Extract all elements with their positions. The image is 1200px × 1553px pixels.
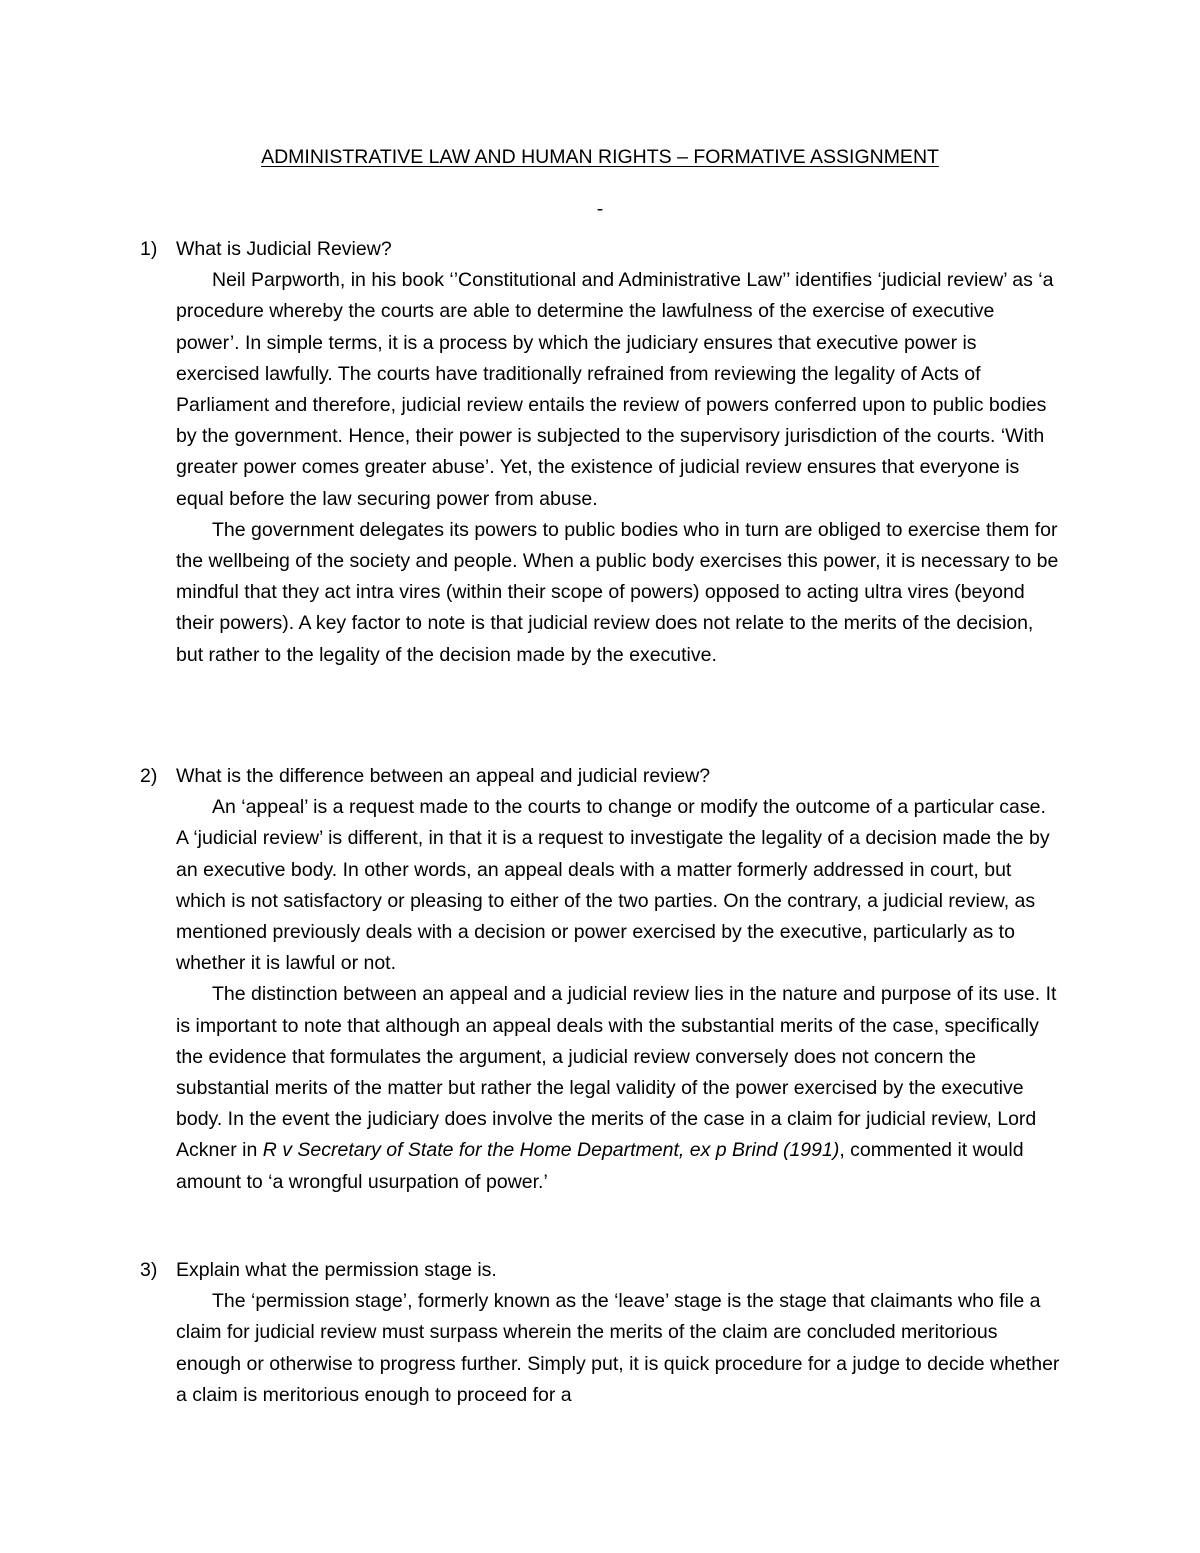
question-2-paragraph-2 — [0, 979, 1062, 1197]
question-1-paragraph-2: The government delegates its powers to public bodies who in turn are obliged to exercise them for the wellbeing of the society and people. When a public body exercises this power, it is necessary to be mindful that they act intra vires (within their scope of powers) opposed to acting ultra vires (beyond their powers). A key factor to note is that judicial review does not relate to the merits of the decision, but rather to the legality of the decision made by the executive. — [176, 518, 1059, 666]
question-2-paragraph-1: An ‘appeal’ is a request made to the courts to change or modify the outcome of a particular case. A ‘judicial review’ is different, in that it is a request to investigate the legality of a decision made the by an executive body. In other words, an appeal deals with a matter formerly addressed in court, but which is not satisfactory or pleasing to either of the two parties. On the contrary, a judicial review, as mentioned previously deals with a decision or power exercised by the executive, particularly as to whether it is lawful or not. — [176, 796, 1050, 975]
title-separator: - — [596, 198, 604, 220]
question-3-number: 3) — [140, 1259, 158, 1281]
question-3-text: Explain what the permission stage is. — [176, 1259, 497, 1281]
question-3-heading — [0, 1255, 1200, 1286]
case-citation: R v Secretary of State for the Home Department, ex p Brind (1991) — [262, 1139, 840, 1162]
question-2-section — [0, 761, 1200, 1198]
question-1-section — [0, 234, 1200, 671]
question-1-paragraph-1: Neil Parpworth, in his book ‘’Constitutional and Administrative Law’’ identifies ‘judicial review’ as ‘a procedure whereby the courts are able to determine the lawfulness of the exercise of executive power’. In simple terms, it is a process by which the judiciary ensures that executive power is exercised lawfully. The courts have traditionally refrained from reviewing the legality of Acts of Parliament and therefore, judicial review entails the review of powers conferred upon to public bodies by the government. Hence, their power is subjected to the supervisory jurisdiction of the courts. ‘With greater power comes greater abuse’. Yet, the existence of judicial review ensures that everyone is equal before the law securing power from abuse. — [176, 269, 1054, 510]
question-1-heading — [0, 234, 1200, 265]
question-3-section — [0, 1255, 1200, 1411]
question-3-paragraph-1: The ‘permission stage’, formerly known as the ‘leave’ stage is the stage that claimants who file a claim for judicial review must surpass wherein the merits of the claim are concluded meritorious enough or otherwise to progress further. Simply put, it is quick procedure for a judge to decide whether a claim is meritorious enough to proceed for a — [176, 1290, 1060, 1406]
document-title: ADMINISTRATIVE LAW AND HUMAN RIGHTS – FORMATIVE ASSIGNMENT — [261, 146, 939, 168]
question-2-text: What is the difference between an appeal and judicial review? — [176, 765, 711, 787]
question-2-heading — [0, 761, 1200, 792]
question-2-paragraph-2-tail: , commented it would amount to ‘a wrongful usurpation of power.’ — [176, 1139, 1024, 1193]
question-1-number: 1) — [140, 238, 158, 260]
question-2-paragraph-2-text: The distinction between an appeal and a judicial review lies in the nature and purpose of its use. It is important to note that although an appeal deals with the substantial merits of the case, specifically the evidence that formulates the argument, a judicial review conversely does not concern the substantial merits of the matter but rather the legal validity of the power exercised by the executive body. In the event the judiciary does involve the merits of the case in a claim for judicial review, Lord Ackner in — [176, 983, 1057, 1162]
question-1-text: What is Judicial Review? — [176, 238, 392, 260]
question-2-number: 2) — [140, 765, 158, 787]
